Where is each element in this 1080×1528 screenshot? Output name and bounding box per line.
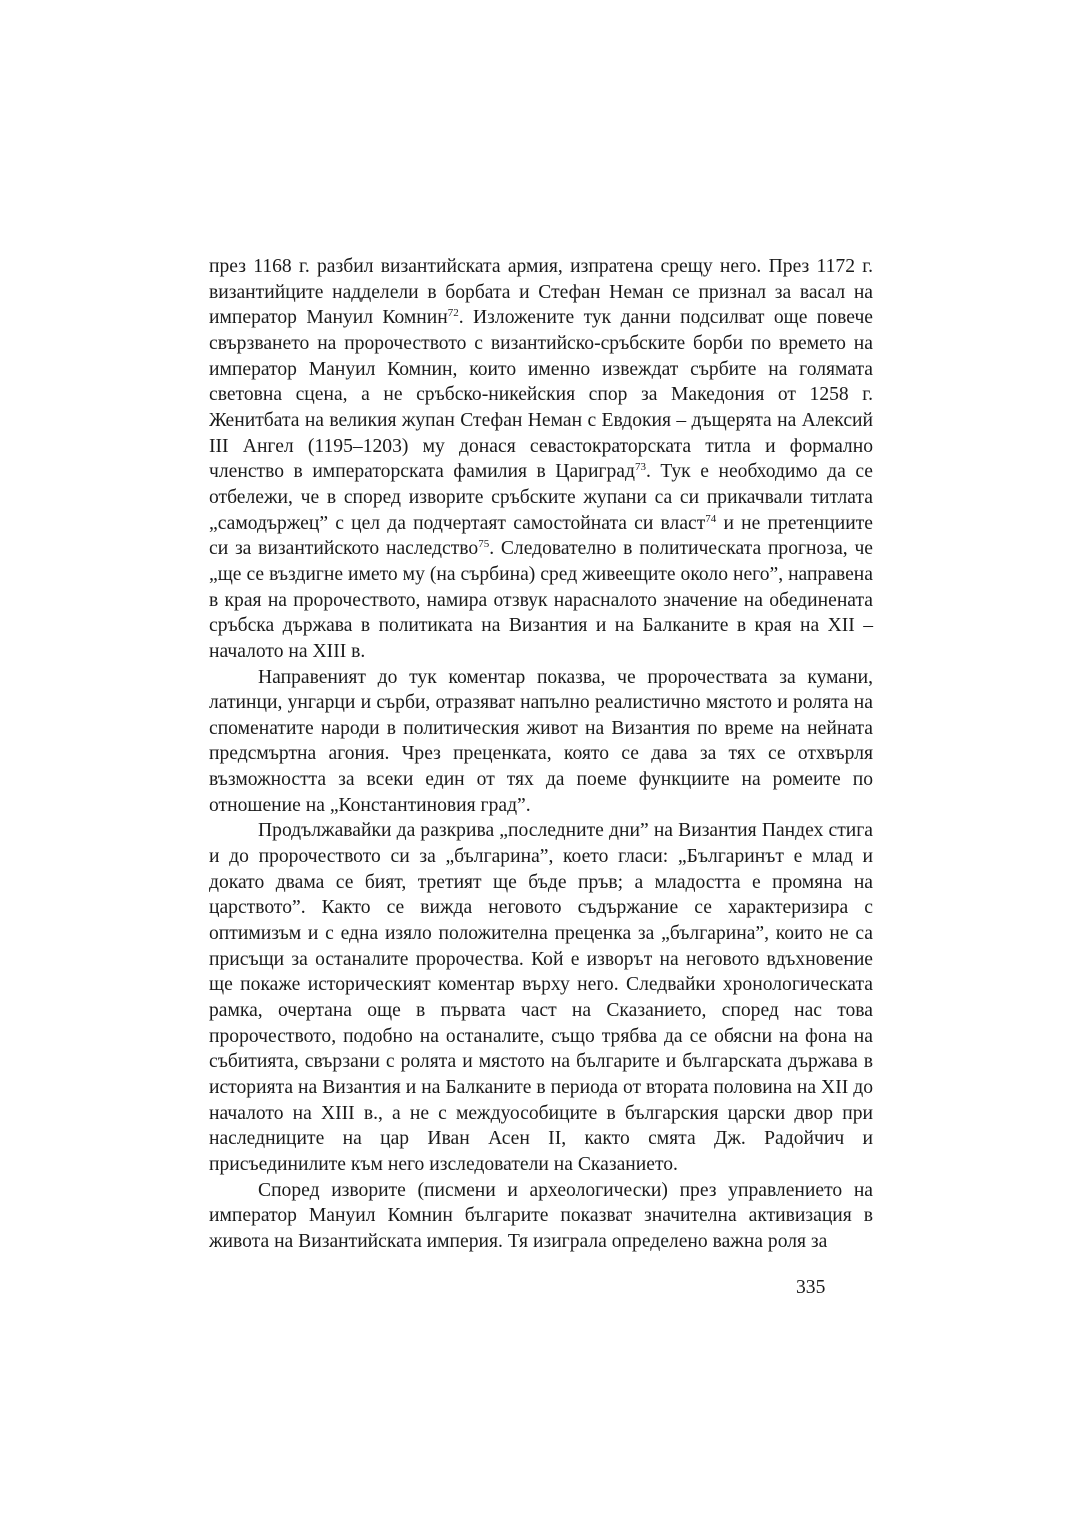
paragraph (209, 254, 873, 665)
footnote-ref: 73 (634, 461, 646, 474)
paragraph (209, 1178, 873, 1255)
text-run: Продължавайки да разкрива „последните дни” на Византия Пандех стига и до пророчеството си за „българина”, което гласи: „Българинът е млад и докато двама се бият, третият ще бъде пръв; а младостта е промяна на царството”. Както се вижда неговото съдържание се характеризира с оптимизъм и с една изяло положителна преценка за „българина”, които не са присъщи за останалите пророчества. Кой е изворът на неговото вдъхновение ще покаже историческият коментар върху него. Следвайки хронологическата рамка, очертана още в първата част на Сказанието, според нас това пророчеството, подобно на останалите, също трябва да се обясни на фона на събитията, свързани с ролята и мястото на българите и българската държава в историята на Византия и на Балканите в периода от втората половина на XII до началото на XIII в., а не с междуособиците в българския царски двор при наследниците на цар Иван Асен II, както смята Дж. Радойчич и присъединилите към него изследователи на Сказанието. (209, 820, 873, 1175)
text-run: Направеният до тук коментар показва, че пророчествата за кумани, латинци, унгарци и сърби, отразяват напълно реалистично мястото и ролята на споменатите народи в политическия живот на Византия по време на нейната предсмъртна агония. Чрез преценката, която се дава за тях се отхвърля възможността за всеки един от тях да поеме функциите на ромеите по отношение на „Константиновия град”. (209, 666, 873, 816)
text-run: . Тук е необходимо да се отбележи, че в според изворите сръбските жупани са си прикачвали титлата „самодържец” с цел да подчертаят самостойната си власт (209, 461, 873, 534)
text-run: през 1168 г. разбил византийската армия, изпратена срещу него. През 1172 г. византийците надделели в борбата и Стефан Неман се признал за васал на император Мануил Комнин (209, 256, 873, 329)
footnote-ref: 75 (478, 538, 490, 551)
paragraph (209, 818, 873, 1177)
text-run: Според изворите (писмени и археологически) през управлението на император Мануил Комнин българите показват значителна активизация в живота на Византийската империя. Тя изиграла определено важна роля за (209, 1179, 873, 1252)
paragraph (209, 665, 873, 819)
footnote-ref: 72 (447, 307, 459, 320)
text-run: . Следователно в политическата прогноза, че „ще се въздигне името му (на сърбина) сред живеещите около него”, направена в края на пророчеството, намира отзвук нарасналото значение на обединената сръбска държава в политиката на Византия и на Балканите в края на XII – началото на XIII в. (209, 538, 873, 662)
body-text (209, 254, 873, 1255)
page-number: 335 (796, 1277, 826, 1298)
text-run: . Изложените тук данни подсилват още повече свързването на пророчеството с византийско-сръбските борби по времето на император Мануил Комнин, които именно извеждат сърбите на голямата световна сцена, а не сръбско-никейския спор за Македония от 1258 г. Женитбата на великия жупан Стефан Неман с Евдокия – дъщерята на Алексий III Ангел (1195–1203) му донася севастократорската титла и формално членство в императорската фамилия в Цариград (209, 307, 873, 483)
text-run: и не претенциите си за византийското наследство (209, 512, 873, 560)
footnote-ref: 74 (705, 512, 717, 525)
